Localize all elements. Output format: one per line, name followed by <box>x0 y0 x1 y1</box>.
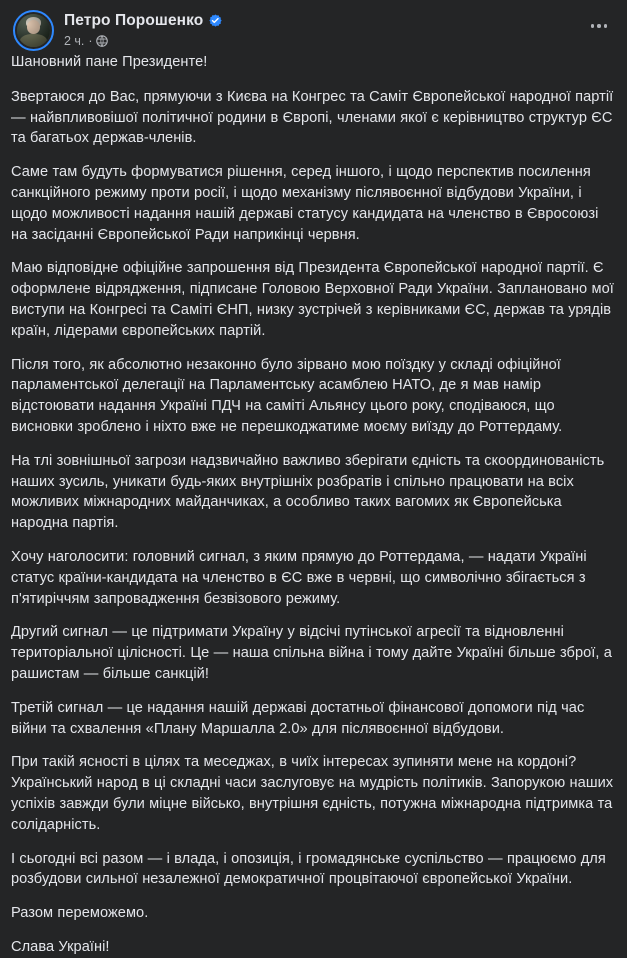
post-paragraph: При такій ясності в цілях та меседжах, в чиїх інтересах зупиняти мене на кордоні? Український народ в ці складні часи заслуговує на мудрість політиків. Запорукою наших успіхів завжди були міцне військо, внутрішня єдність, потужна міжнародна підтримка та солідарність. <box>11 754 614 833</box>
post-paragraph: Після того, як абсолютно незаконно було зірвано мою поїздку у складі офіційної парламентської делегації на Парламентську асамблею НАТО, де я мав намір відстоювати надання Україні ПДЧ на саміті Альянсу цього року, сподіваюся, що висновки зроблено і ніхто вже не перешкоджатиме моєму виїзду до Роттердаму. <box>11 356 563 435</box>
verified-badge-icon <box>209 14 222 27</box>
ellipsis-dot <box>597 24 601 28</box>
post-paragraph: Слава Україні! <box>11 938 110 955</box>
globe-icon[interactable] <box>96 35 108 47</box>
avatar-shading <box>17 14 50 47</box>
avatar-story-ring[interactable] <box>13 10 54 51</box>
post-paragraph: На тлі зовнішньої загрози надзвичайно важливо зберігати єдність та скоординованість наших зусиль, уникати будь-яких внутрішніх розбратів і спільно працювати на всіх можливих міжнародних майданчиках, а особливо таких вагомих як Європейська народна партія. <box>11 452 605 532</box>
post-timestamp[interactable]: 2 ч. <box>64 34 85 48</box>
author-name[interactable]: Петро Порошенко <box>64 12 204 29</box>
meta-separator: · <box>88 34 93 48</box>
post-paragraph: Шановний пане Президенте! <box>11 54 208 70</box>
ellipsis-dot <box>604 24 608 28</box>
post-paragraph: Саме там будуть формуватися рішення, серед іншого, і щодо перспектив посилення санкційного режиму проти росії, і щодо механізму післявоєнної відбудови України, і щодо можливості надання нашій державі статусу кандидата на членство в Євросоюзі на засіданні Європейської Ради наприкінці червня. <box>11 164 599 243</box>
post-paragraph: Разом переможемо. <box>11 905 149 922</box>
post-header <box>0 0 627 46</box>
post-paragraph: Маю відповідне офіційне запрошення від Президента Європейської народної партії. Є оформлене відрядження, підписане Головою Верховної Ради України. Заплановано мої виступи на Конгресі та Саміті ЄНП, низку зустрічей з керівниками ЄС, держав та урядів країн, лідерами європейських партій. <box>11 260 614 339</box>
post-meta <box>64 34 222 48</box>
post-paragraph: Другий сигнал — це підтримати Україну у відсічі путінської агресії та відновленні територіальної цілісності. Це — наша спільна війна і тому дайте Україні більше зброї, а рашистам — більше санкцій! <box>11 624 612 682</box>
post-header-text <box>64 10 222 48</box>
avatar[interactable] <box>17 14 50 47</box>
post-body <box>0 52 627 958</box>
author-row <box>64 11 222 30</box>
post-options-button[interactable] <box>585 18 613 34</box>
post-paragraph: Звертаюся до Вас, прямуючи з Києва на Конгрес та Саміт Європейської народної партії — найвпливовішої політичної родини в Європі, членами якої є керівництво структур ЄС та багатьох держав-членів. <box>11 88 614 147</box>
ellipsis-dot <box>591 24 595 28</box>
post-paragraph: Хочу наголосити: головний сигнал, з яким прямую до Роттердама, — надати Україні статус країни-кандидата на членство в ЄС вже в червні, що символічно збігається з п'ятиріччям запровадження безвізового режиму. <box>11 548 587 607</box>
post-paragraph: І сьогодні всі разом — і влада, і опозиція, і громадянське суспільство — працюємо для розбудови сильної незалежної демократичної процвітаючої європейської України. <box>11 850 606 888</box>
post-paragraph: Третій сигнал — це надання нашій державі достатньої фінансової допомоги під час війни та схвалення «Плану Маршалла 2.0» для післявоєнної відбудови. <box>11 699 585 737</box>
